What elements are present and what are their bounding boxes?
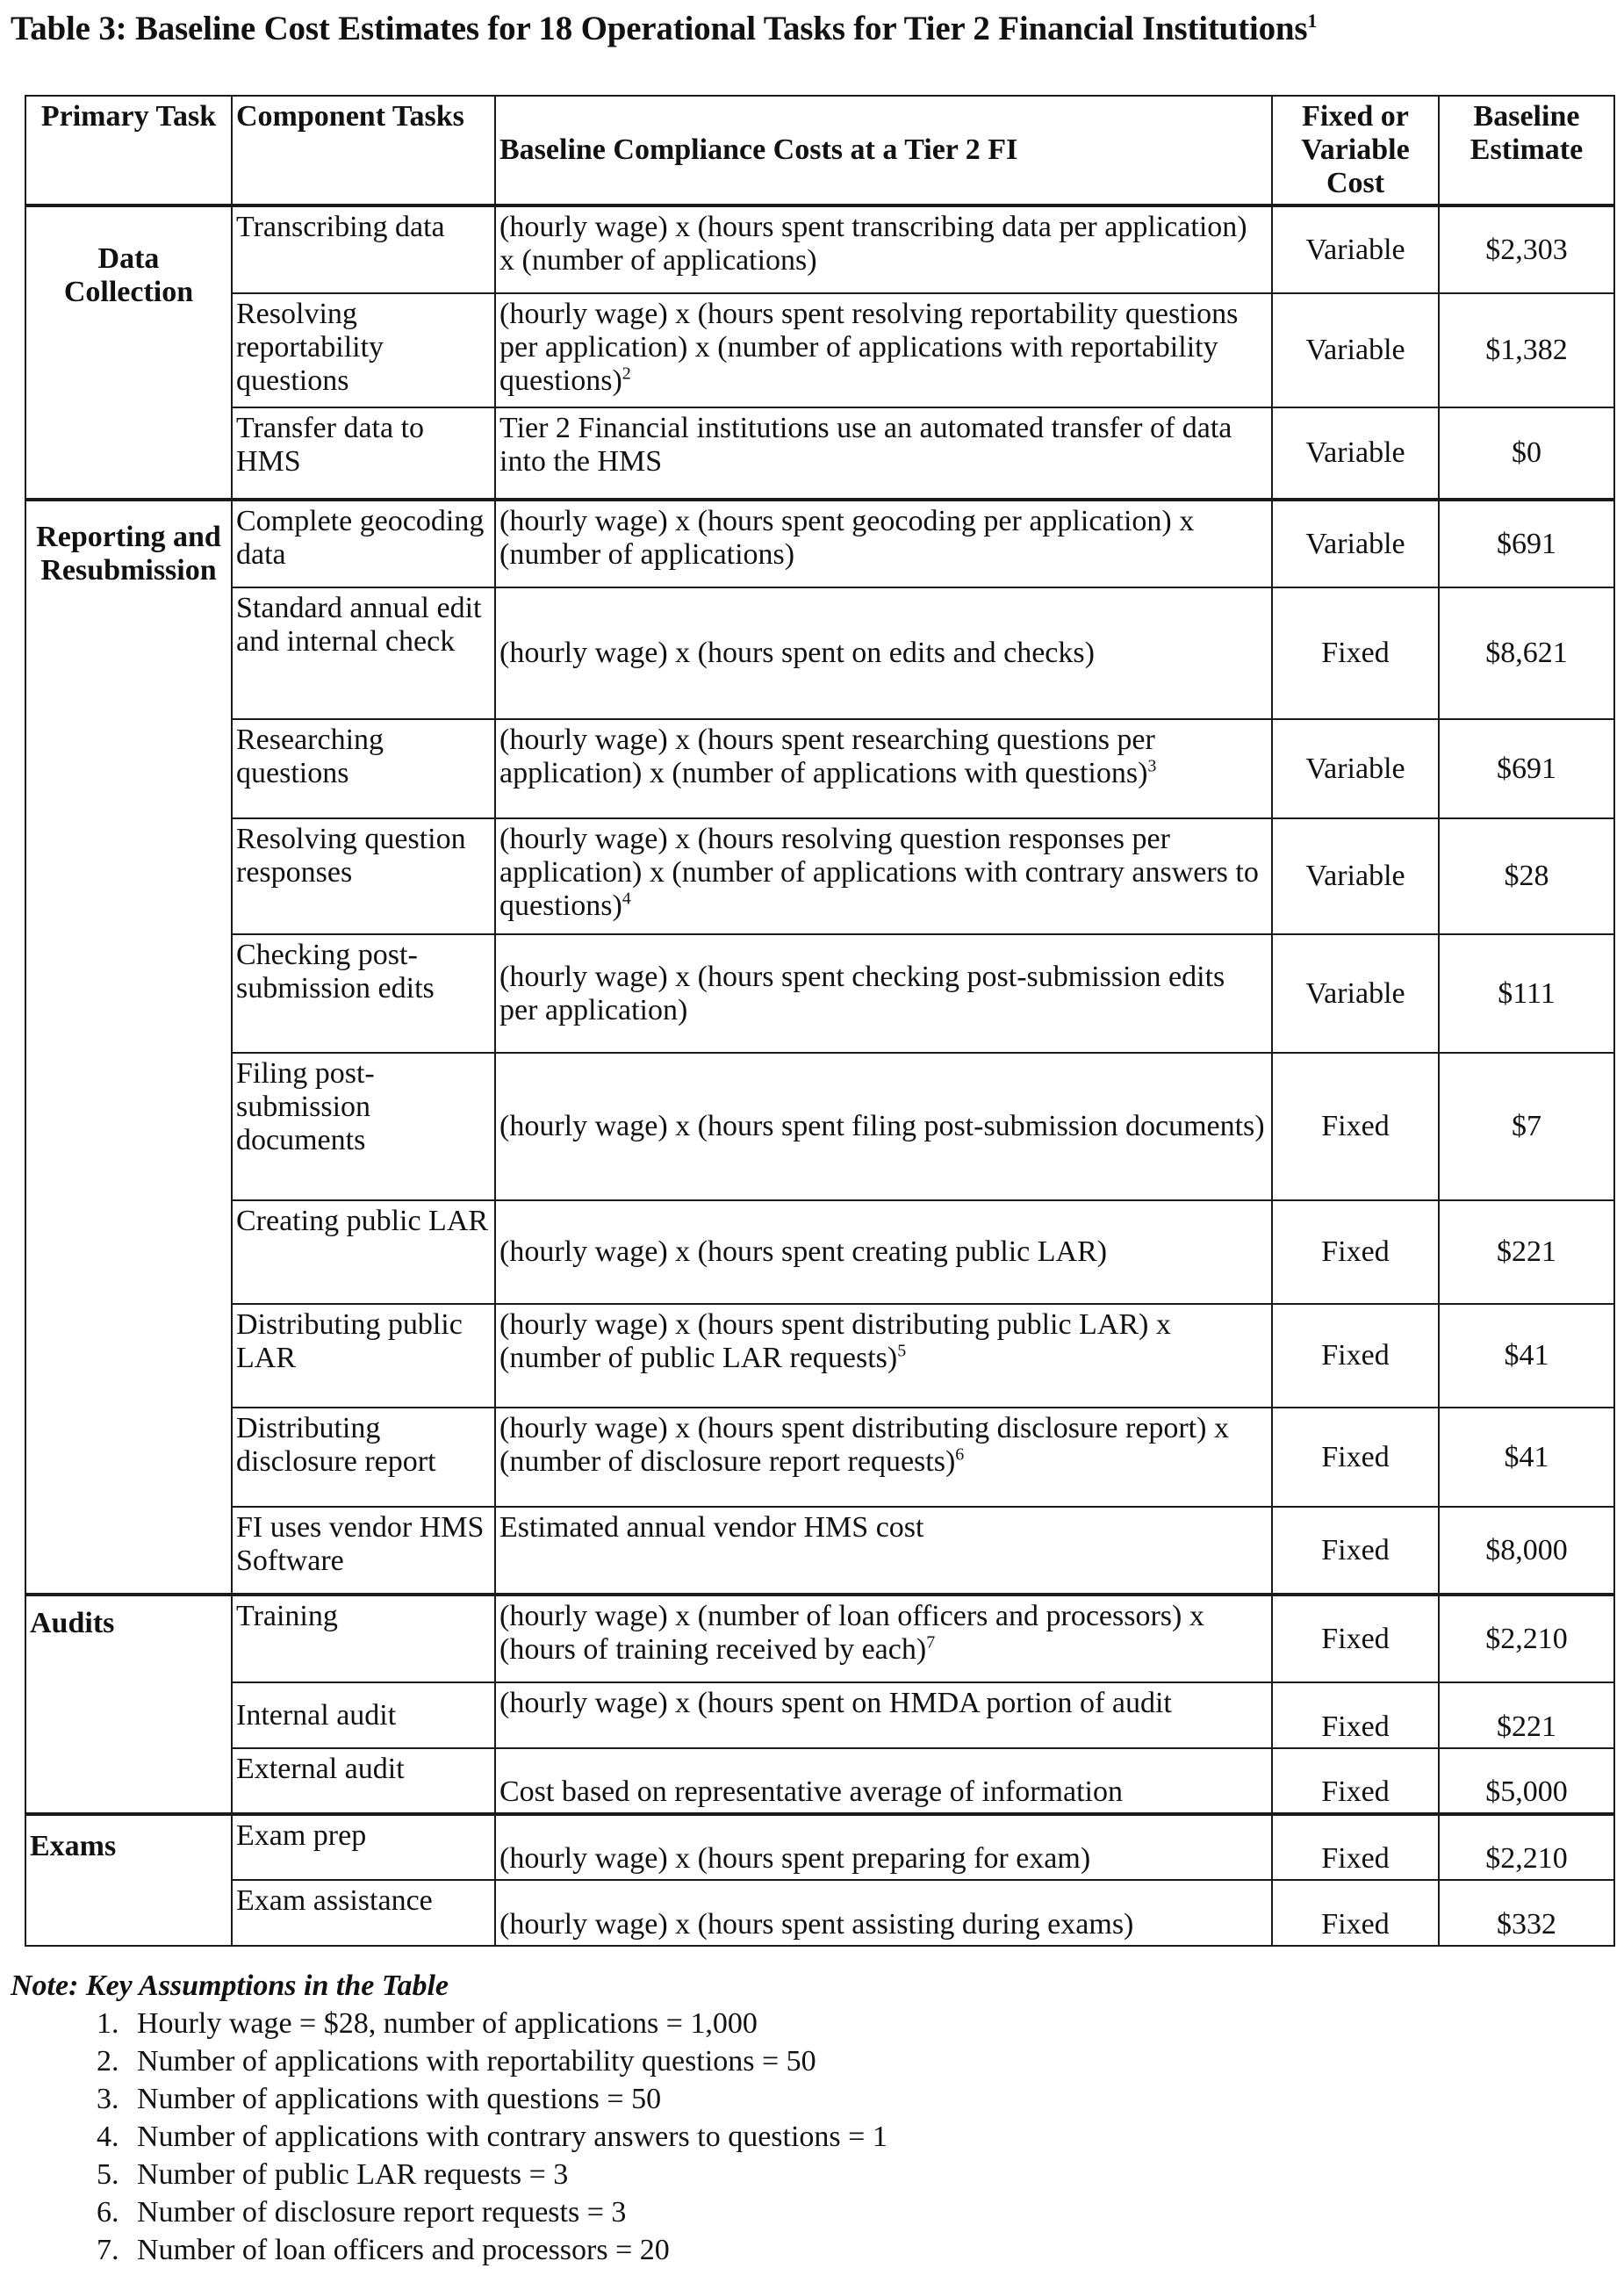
baseline-estimate: $691 [1439,719,1614,818]
table-row [25,1408,1614,1507]
footnote-ref: 2 [622,364,631,384]
primary-task-audits: Audits [25,1595,232,1814]
title-footnote: 1 [1307,10,1318,32]
table-body [25,205,1614,1946]
component-task: Resolving reportability questions [232,293,495,407]
cost-type: Variable [1272,293,1439,407]
cost-formula [495,934,1272,1053]
table-row [25,719,1614,818]
table-row [25,1880,1614,1946]
table-title [11,9,1617,48]
baseline-estimate: $221 [1439,1200,1614,1304]
cost-type: Fixed [1272,1200,1439,1304]
baseline-estimate: $2,303 [1439,205,1614,293]
cost-formula-text: (hourly wage) x (hours spent checking post-submission edits per application) [499,960,1225,1026]
table-row [25,205,1614,293]
cost-type: Fixed [1272,1507,1439,1595]
note-item: 6. Number of disclosure report requests = 3 [126,2193,1591,2231]
note-item: 4. Number of applications with contrary answers to questions = 1 [126,2118,1591,2156]
cost-formula-text: (hourly wage) x (hours spent on edits and checks) [499,637,1095,669]
baseline-estimate: $7 [1439,1053,1614,1200]
header-row [25,96,1614,205]
cost-type: Fixed [1272,1682,1439,1748]
cost-formula-text: (hourly wage) x (hours spent creating public LAR) [499,1235,1108,1268]
cost-formula [495,719,1272,818]
cost-type: Fixed [1272,587,1439,719]
cost-formula-text: (hourly wage) x (hours spent resolving reportability questions per application) x (number of applications with reportability questions) [499,298,1239,397]
notes-title: Note: Key Assumptions in the Table [11,1970,449,2002]
component-task: Distributing disclosure report [232,1408,495,1507]
cost-formula [495,1682,1272,1748]
table-row [25,293,1614,407]
table-row [25,1748,1614,1814]
table-row [25,818,1614,934]
primary-task-data-collection: Data Collection [25,205,232,500]
cost-type: Fixed [1272,1880,1439,1946]
component-task: Training [232,1595,495,1682]
baseline-estimate: $28 [1439,818,1614,934]
cost-type: Variable [1272,818,1439,934]
cost-formula [495,500,1272,587]
cost-formula-text: Cost based on representative average of information [499,1775,1123,1808]
cost-formula-text: (hourly wage) x (hours spent geocoding per application) x (number of applications) [499,505,1195,571]
note-item: 1. Hourly wage = $28, number of applications = 1,000 [126,2005,1591,2042]
baseline-estimate: $332 [1439,1880,1614,1946]
cost-type: Variable [1272,500,1439,587]
cost-type: Fixed [1272,1304,1439,1408]
table-row [25,1507,1614,1595]
table-row [25,500,1614,587]
component-task: Checking post-submission edits [232,934,495,1053]
cost-type: Fixed [1272,1408,1439,1507]
footnote-ref: 6 [955,1444,965,1465]
primary-task-exams: Exams [25,1814,232,1946]
cost-formula-text: (hourly wage) x (hours spent distributing public LAR) x (number of public LAR requests) [499,1308,1171,1374]
cost-formula [495,1814,1272,1880]
component-task: Creating public LAR [232,1200,495,1304]
cost-type: Fixed [1272,1595,1439,1682]
baseline-estimate: $0 [1439,407,1614,500]
cost-formula-text: Estimated annual vendor HMS cost [499,1511,924,1544]
baseline-estimate: $8,000 [1439,1507,1614,1595]
cost-formula-text: (hourly wage) x (hours spent distributing disclosure report) x (number of disclosure report requests) [499,1412,1229,1478]
cost-formula-text: (hourly wage) x (hours spent filing post-submission documents) [499,1110,1265,1142]
baseline-estimate: $8,621 [1439,587,1614,719]
component-task: Transfer data to HMS [232,407,495,500]
cost-formula [495,1507,1272,1595]
baseline-estimate: $5,000 [1439,1748,1614,1814]
component-task: Filing post-submission documents [232,1053,495,1200]
header-fixed-variable: Fixed or Variable Cost [1272,96,1439,205]
cost-type: Variable [1272,719,1439,818]
component-task: Distributing public LAR [232,1304,495,1408]
component-task: Exam assistance [232,1880,495,1946]
cost-formula-text: (hourly wage) x (hours spent on HMDA portion of audit [499,1687,1172,1719]
baseline-estimate: $1,382 [1439,293,1614,407]
table-row [25,1814,1614,1880]
cost-formula [495,1200,1272,1304]
cost-type: Fixed [1272,1053,1439,1200]
table-row [25,1053,1614,1200]
cost-formula-text: (hourly wage) x (hours spent transcribing data per application) x (number of applications) [499,211,1247,277]
table-row [25,1595,1614,1682]
component-task: Complete geocoding data [232,500,495,587]
component-task: Transcribing data [232,205,495,293]
cost-formula [495,1304,1272,1408]
note-item: 2. Number of applications with reportability questions = 50 [126,2042,1591,2080]
footnote-ref: 4 [622,889,631,909]
baseline-estimate: $2,210 [1439,1814,1614,1880]
cost-formula [495,205,1272,293]
table-row [25,1304,1614,1408]
cost-formula [495,1748,1272,1814]
cost-formula [495,587,1272,719]
cost-formula-text: (hourly wage) x (hours spent preparing for exam) [499,1842,1091,1875]
note-item: 7. Number of loan officers and processors = 20 [126,2231,1591,2269]
table-row [25,934,1614,1053]
cost-type: Variable [1272,205,1439,293]
component-task: Exam prep [232,1814,495,1880]
note-item: 5. Number of public LAR requests = 3 [126,2156,1591,2193]
footnote-ref: 3 [1147,756,1157,776]
component-task: Standard annual edit and internal check [232,587,495,719]
component-task: Resolving question responses [232,818,495,934]
header-component-tasks: Component Tasks [232,96,495,205]
cost-formula [495,1053,1272,1200]
table-row [25,1200,1614,1304]
cost-formula-text: Tier 2 Financial institutions use an automated transfer of data into the HMS [499,412,1232,478]
cost-formula-text: (hourly wage) x (hours spent researching questions per application) x (number of applications with questions) [499,724,1155,789]
primary-task-reporting: Reporting and Resubmission [25,500,232,1595]
header-baseline-estimate: Baseline Estimate [1439,96,1614,205]
cost-type: Fixed [1272,1748,1439,1814]
note-item: 3. Number of applications with questions = 50 [126,2080,1591,2118]
component-task: Researching questions [232,719,495,818]
baseline-estimate: $2,210 [1439,1595,1614,1682]
baseline-estimate: $691 [1439,500,1614,587]
table-row [25,1682,1614,1748]
component-task: External audit [232,1748,495,1814]
component-task: Internal audit [232,1682,495,1748]
cost-formula-text: (hourly wage) x (hours spent assisting during exams) [499,1908,1134,1941]
header-baseline-costs: Baseline Compliance Costs at a Tier 2 FI [495,96,1272,205]
table-row [25,587,1614,719]
cost-type: Variable [1272,934,1439,1053]
notes-list [11,2005,1591,2269]
cost-formula-text: (hourly wage) x (number of loan officers and processors) x (hours of training received by each) [499,1600,1204,1666]
header-primary-task: Primary Task [25,96,232,205]
cost-formula [495,407,1272,500]
component-task: FI uses vendor HMS Software [232,1507,495,1595]
baseline-estimate: $41 [1439,1408,1614,1507]
cost-formula-text: (hourly wage) x (hours resolving question responses per application) x (number of applications with contrary answers to questions) [499,823,1259,922]
baseline-estimate: $111 [1439,934,1614,1053]
footnote-ref: 5 [897,1341,907,1361]
cost-table [25,95,1615,1947]
cost-formula [495,818,1272,934]
footnote-ref: 7 [926,1632,936,1653]
assumption-notes [11,1967,1591,2269]
cost-formula [495,1595,1272,1682]
cost-formula [495,1408,1272,1507]
cost-type: Fixed [1272,1814,1439,1880]
cost-type: Variable [1272,407,1439,500]
baseline-estimate: $41 [1439,1304,1614,1408]
baseline-estimate: $221 [1439,1682,1614,1748]
table-row [25,407,1614,500]
table-title-text: Table 3: Baseline Cost Estimates for 18 Operational Tasks for Tier 2 Financial Institutions [11,10,1308,47]
cost-formula [495,293,1272,407]
cost-formula [495,1880,1272,1946]
